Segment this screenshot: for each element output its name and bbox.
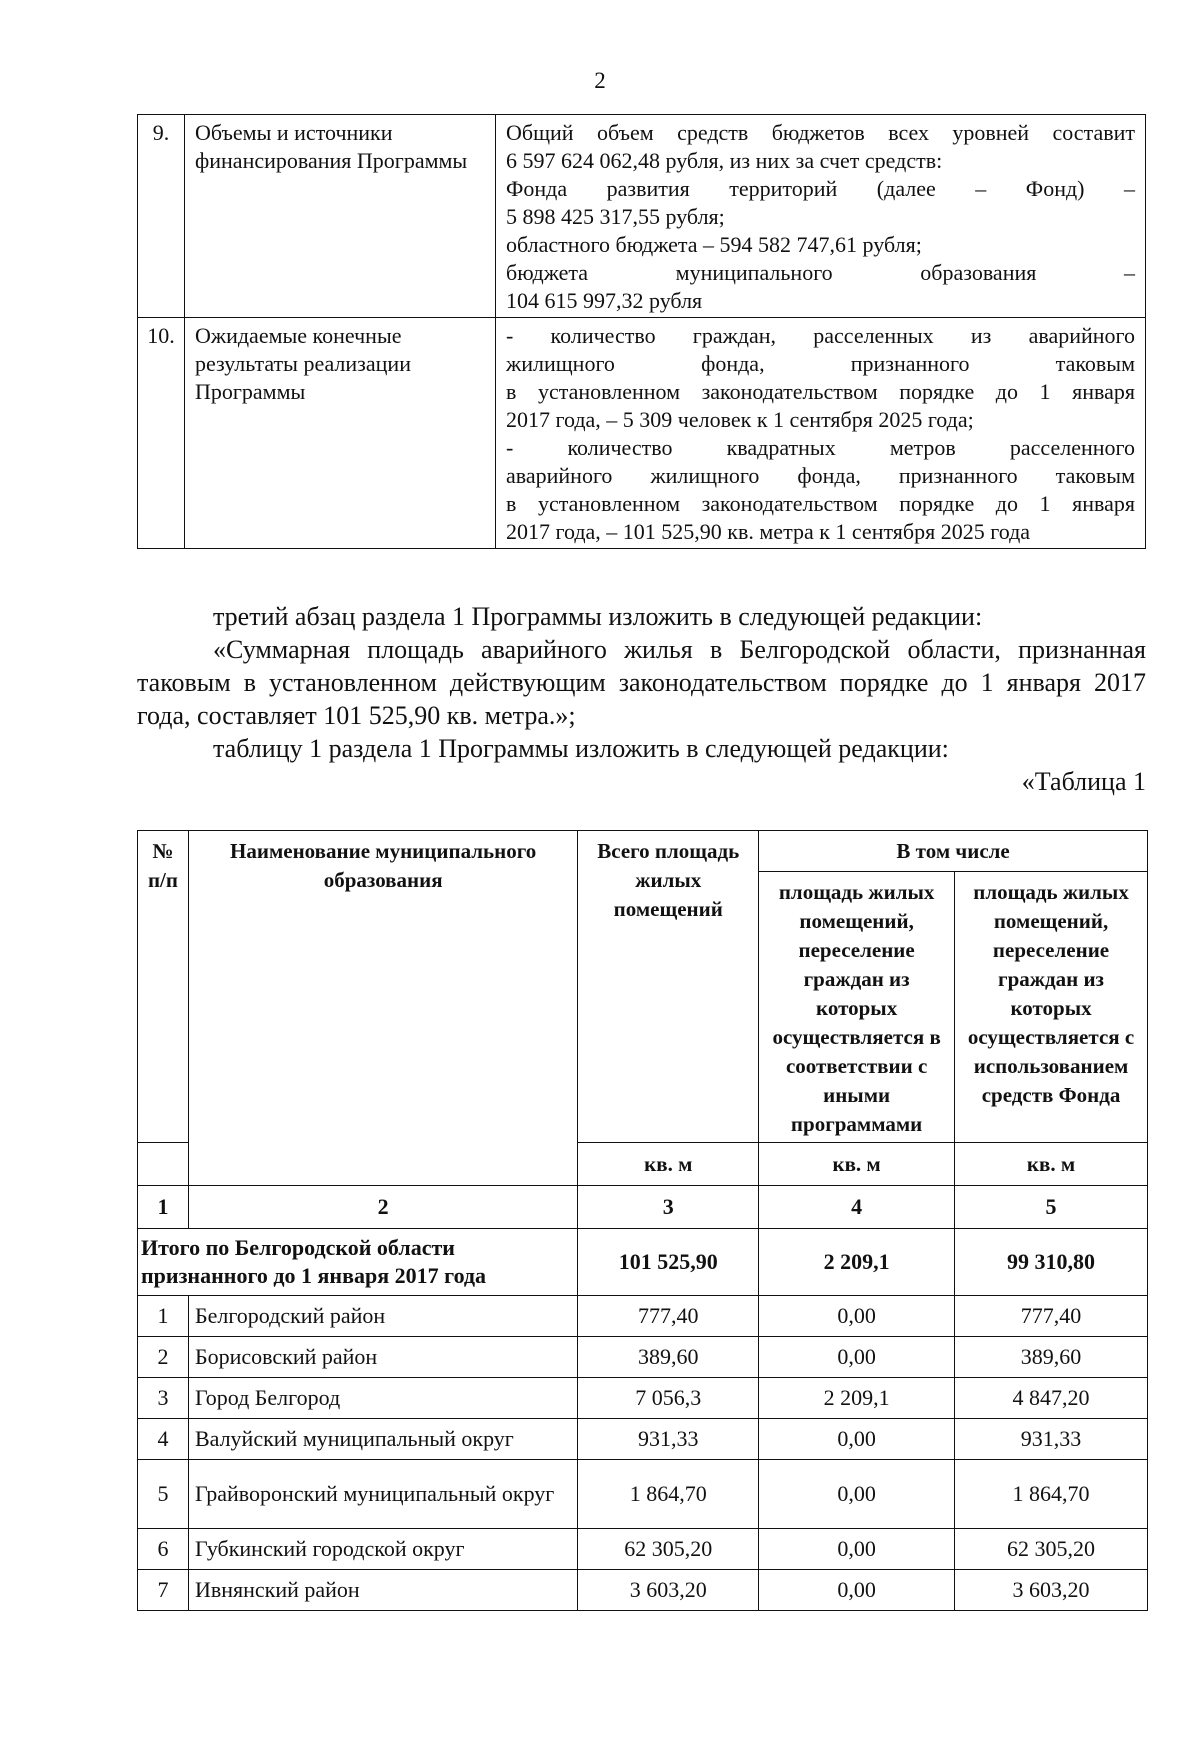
table-row <box>138 1296 1148 1337</box>
column-number: 2 <box>188 1186 577 1229</box>
program-passport-table <box>137 114 1146 549</box>
unit-cell: кв. м <box>578 1143 759 1186</box>
table-row <box>138 1570 1148 1611</box>
passport-value-line: - количество граждан, расселенных из аварийного <box>506 323 1135 348</box>
passport-value-line: областного бюджета – 594 582 747,61 рубля; <box>506 232 922 257</box>
row-other: 0,00 <box>759 1570 955 1611</box>
passport-value-line: в установленном законодательством порядке до 1 января <box>506 491 1135 516</box>
passport-value-line: 2017 года, – 101 525,90 кв. метра к 1 сентября 2025 года <box>506 519 1031 544</box>
header-other-programs: площадь жилых помещений, переселение граждан из которых осуществляется в соответствии с иными программами <box>759 872 955 1143</box>
column-number: 3 <box>578 1186 759 1229</box>
table-row <box>138 1419 1148 1460</box>
table-header-row <box>138 831 1148 872</box>
passport-value-line: 2017 года, – 5 309 человек к 1 сентября 2025 года; <box>506 407 974 432</box>
row-num: 3 <box>138 1378 189 1419</box>
passport-value-line: 5 898 425 317,55 рубля; <box>506 204 725 229</box>
body-text <box>137 600 1146 798</box>
row-num: 6 <box>138 1529 189 1570</box>
row-other: 0,00 <box>759 1460 955 1529</box>
header-fund: площадь жилых помещений, переселение граждан из которых осуществляется с использованием средств Фонда <box>955 872 1148 1143</box>
row-name: Ивнянский район <box>188 1570 577 1611</box>
row-num: 1 <box>138 1296 189 1337</box>
row-total: 3 603,20 <box>578 1570 759 1611</box>
table-row <box>138 1529 1148 1570</box>
row-other: 0,00 <box>759 1419 955 1460</box>
total-other-programs: 2 209,1 <box>759 1229 955 1296</box>
passport-row-label: Ожидаемые конечные результаты реализации Программы <box>185 318 496 549</box>
passport-row-value <box>496 115 1146 318</box>
paragraph: «Суммарная площадь аварийного жилья в Белгородской области, признанная таковым в установленном действующим законодательством порядке до 1 января 2017 года, составляет 101 525,90 кв. метра.»; <box>137 635 1146 730</box>
total-area: 101 525,90 <box>578 1229 759 1296</box>
total-fund: 99 310,80 <box>955 1229 1148 1296</box>
table-row <box>138 1337 1148 1378</box>
row-fund: 1 864,70 <box>955 1460 1148 1529</box>
passport-value-line: - количество квадратных метров расселенного <box>506 435 1135 460</box>
table-row <box>138 1378 1148 1419</box>
row-other: 0,00 <box>759 1529 955 1570</box>
header-num: № п/п <box>138 831 189 1143</box>
row-fund: 3 603,20 <box>955 1570 1148 1611</box>
column-number: 4 <box>759 1186 955 1229</box>
passport-value-line: 104 615 997,32 рубля <box>506 288 703 313</box>
passport-row <box>138 318 1146 549</box>
header-name: Наименование муниципального образования <box>188 831 577 1186</box>
column-number: 1 <box>138 1186 189 1229</box>
passport-row-number: 10. <box>138 318 185 549</box>
row-fund: 389,60 <box>955 1337 1148 1378</box>
row-name: Валуйский муниципальный округ <box>188 1419 577 1460</box>
row-num: 2 <box>138 1337 189 1378</box>
row-num: 5 <box>138 1460 189 1529</box>
passport-value-line: аварийного жилищного фонда, признанного таковым <box>506 463 1135 488</box>
paragraph: третий абзац раздела 1 Программы изложить в следующей редакции: <box>213 602 983 631</box>
row-total: 777,40 <box>578 1296 759 1337</box>
row-other: 0,00 <box>759 1337 955 1378</box>
row-fund: 777,40 <box>955 1296 1148 1337</box>
row-name: Губкинский городской округ <box>188 1529 577 1570</box>
passport-value-line: Фонда развития территорий (далее – Фонд) – <box>506 176 1135 201</box>
row-total: 62 305,20 <box>578 1529 759 1570</box>
row-num: 7 <box>138 1570 189 1611</box>
row-total: 931,33 <box>578 1419 759 1460</box>
housing-area-table <box>137 830 1148 1611</box>
header-total: Всего площадь жилых помещений <box>578 831 759 1143</box>
row-fund: 931,33 <box>955 1419 1148 1460</box>
passport-row-label: Объемы и источники финансирования Программы <box>185 115 496 318</box>
passport-row-number: 9. <box>138 115 185 318</box>
row-fund: 62 305,20 <box>955 1529 1148 1570</box>
passport-value-line: бюджета муниципального образования – <box>506 260 1135 285</box>
passport-row-value <box>496 318 1146 549</box>
unit-cell: кв. м <box>955 1143 1148 1186</box>
unit-cell: кв. м <box>759 1143 955 1186</box>
row-name: Грайворонский муниципальный округ <box>188 1460 577 1529</box>
passport-value-line: Общий объем средств бюджетов всех уровней составит <box>506 120 1135 145</box>
page-number: 2 <box>594 68 606 93</box>
passport-value-line: жилищного фонда, признанного таковым <box>506 351 1135 376</box>
paragraph: таблицу 1 раздела 1 Программы изложить в следующей редакции: <box>213 734 949 763</box>
row-name: Борисовский район <box>188 1337 577 1378</box>
passport-row <box>138 115 1146 318</box>
table-row <box>138 1460 1148 1529</box>
header-group: В том числе <box>759 831 1148 872</box>
row-fund: 4 847,20 <box>955 1378 1148 1419</box>
units-num-empty <box>138 1143 189 1186</box>
column-number: 5 <box>955 1186 1148 1229</box>
table-caption: «Таблица 1 <box>1021 767 1146 796</box>
passport-value-line: в установленном законодательством порядке до 1 января <box>506 379 1135 404</box>
row-other: 0,00 <box>759 1296 955 1337</box>
row-total: 1 864,70 <box>578 1460 759 1529</box>
column-numbers-row <box>138 1186 1148 1229</box>
row-name: Город Белгород <box>188 1378 577 1419</box>
row-name: Белгородский район <box>188 1296 577 1337</box>
total-label: Итого по Белгородской области признанного до 1 января 2017 года <box>138 1229 578 1296</box>
row-total: 7 056,3 <box>578 1378 759 1419</box>
passport-value-line: 6 597 624 062,48 рубля, из них за счет средств: <box>506 148 943 173</box>
row-total: 389,60 <box>578 1337 759 1378</box>
total-row <box>138 1229 1148 1296</box>
row-num: 4 <box>138 1419 189 1460</box>
row-other: 2 209,1 <box>759 1378 955 1419</box>
